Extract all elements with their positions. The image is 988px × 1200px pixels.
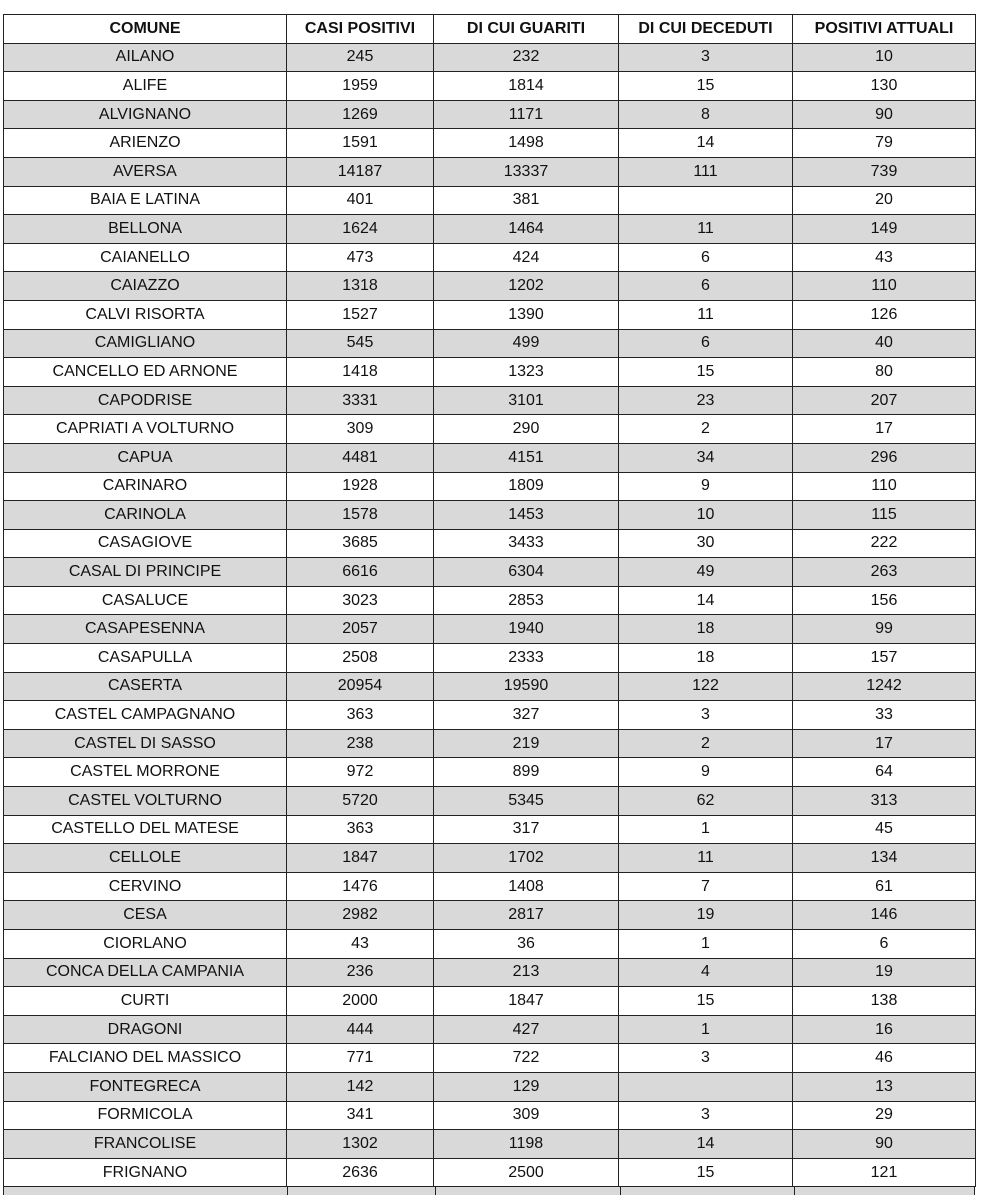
- cell-deceduti: 1: [619, 1015, 793, 1044]
- cell-deceduti: 3: [619, 701, 793, 730]
- cell-deceduti: 111: [619, 157, 793, 186]
- cell-guariti: 327: [434, 701, 619, 730]
- cell-guariti: 2500: [434, 1158, 619, 1187]
- cell-guariti: 6304: [434, 558, 619, 587]
- cell-deceduti: 6: [619, 272, 793, 301]
- cell-positivi-attuali: 45: [793, 815, 976, 844]
- cell-casi-positivi: 1959: [287, 72, 434, 101]
- table-row: [4, 1158, 976, 1187]
- table-row: [4, 844, 976, 873]
- cell-casi-positivi: 4481: [287, 443, 434, 472]
- cell-deceduti: 11: [619, 215, 793, 244]
- cell-guariti: 1408: [434, 872, 619, 901]
- header-row: [4, 15, 976, 44]
- cell-deceduti: 14: [619, 129, 793, 158]
- cell-positivi-attuali: 19: [793, 958, 976, 987]
- cell-guariti: 1940: [434, 615, 619, 644]
- cell-positivi-attuali: 13: [793, 1072, 976, 1101]
- cell-casi-positivi: 3685: [287, 529, 434, 558]
- cell-comune: ALVIGNANO: [4, 100, 287, 129]
- cell-casi-positivi: 771: [287, 1044, 434, 1073]
- cell-guariti: 129: [434, 1072, 619, 1101]
- cell-casi-positivi: 142: [287, 1072, 434, 1101]
- cell-comune: CASTELLO DEL MATESE: [4, 815, 287, 844]
- cell-positivi-attuali: 149: [793, 215, 976, 244]
- cell-guariti: 1453: [434, 501, 619, 530]
- cell-deceduti: 6: [619, 329, 793, 358]
- cell-deceduti: 1: [619, 815, 793, 844]
- cell-deceduti: 11: [619, 844, 793, 873]
- col-header-comune: COMUNE: [4, 15, 287, 44]
- cell-deceduti: 10: [619, 501, 793, 530]
- cell-deceduti: 2: [619, 729, 793, 758]
- table-row: [4, 358, 976, 387]
- cell-comune: CERVINO: [4, 872, 287, 901]
- cell-positivi-attuali: 17: [793, 729, 976, 758]
- table-row: [4, 787, 976, 816]
- cell-guariti: 899: [434, 758, 619, 787]
- cell-comune: CASAL DI PRINCIPE: [4, 558, 287, 587]
- cell-guariti: 3433: [434, 529, 619, 558]
- cell-positivi-attuali: 80: [793, 358, 976, 387]
- cell-guariti: 1390: [434, 300, 619, 329]
- cell-comune: FRIGNANO: [4, 1158, 287, 1187]
- cell-comune: FORMICOLA: [4, 1101, 287, 1130]
- cell-positivi-attuali: 130: [793, 72, 976, 101]
- cell-deceduti: 30: [619, 529, 793, 558]
- cell-comune: CASALUCE: [4, 586, 287, 615]
- cell-guariti: 424: [434, 243, 619, 272]
- cell-guariti: 427: [434, 1015, 619, 1044]
- cell-casi-positivi: 363: [287, 815, 434, 844]
- cell-comune: CAPUA: [4, 443, 287, 472]
- cell-guariti: 309: [434, 1101, 619, 1130]
- cell-deceduti: 14: [619, 1130, 793, 1159]
- cell-positivi-attuali: 79: [793, 129, 976, 158]
- cell-comune: BELLONA: [4, 215, 287, 244]
- cell-comune: ARIENZO: [4, 129, 287, 158]
- cell-deceduti: 15: [619, 1158, 793, 1187]
- table-row: [4, 186, 976, 215]
- cell-deceduti: 15: [619, 987, 793, 1016]
- cell-comune: CELLOLE: [4, 844, 287, 873]
- cell-casi-positivi: 1591: [287, 129, 434, 158]
- cell-guariti: 3101: [434, 386, 619, 415]
- table-row: [4, 272, 976, 301]
- cell-positivi-attuali: 90: [793, 100, 976, 129]
- cell-guariti: 1814: [434, 72, 619, 101]
- cell-casi-positivi: 20954: [287, 672, 434, 701]
- cell-guariti: 2853: [434, 586, 619, 615]
- cell-comune: CASTEL DI SASSO: [4, 729, 287, 758]
- cell-guariti: 381: [434, 186, 619, 215]
- cell-deceduti: 8: [619, 100, 793, 129]
- cell-guariti: 5345: [434, 787, 619, 816]
- cell-positivi-attuali: 263: [793, 558, 976, 587]
- cell-casi-positivi: 444: [287, 1015, 434, 1044]
- cut-off-row: [3, 1187, 975, 1195]
- cell-guariti: 1464: [434, 215, 619, 244]
- cell-positivi-attuali: 10: [793, 43, 976, 72]
- cell-guariti: 36: [434, 930, 619, 959]
- covid-cases-sheet: [3, 14, 975, 1195]
- cell-guariti: 1498: [434, 129, 619, 158]
- cell-comune: FONTEGRECA: [4, 1072, 287, 1101]
- comuni-table: [3, 14, 976, 1187]
- cell-comune: CURTI: [4, 987, 287, 1016]
- cell-positivi-attuali: 110: [793, 272, 976, 301]
- cell-deceduti: 11: [619, 300, 793, 329]
- cell-casi-positivi: 2636: [287, 1158, 434, 1187]
- cell-deceduti: 9: [619, 472, 793, 501]
- col-header-positivi-attuali: POSITIVI ATTUALI: [793, 15, 976, 44]
- cell-comune: CAIAZZO: [4, 272, 287, 301]
- cell-positivi-attuali: 90: [793, 1130, 976, 1159]
- cell-casi-positivi: 1527: [287, 300, 434, 329]
- table-row: [4, 872, 976, 901]
- cell-positivi-attuali: 207: [793, 386, 976, 415]
- cell-deceduti: 3: [619, 1101, 793, 1130]
- cell-positivi-attuali: 17: [793, 415, 976, 444]
- table-row: [4, 300, 976, 329]
- cell-comune: FRANCOLISE: [4, 1130, 287, 1159]
- table-row: [4, 815, 976, 844]
- cell-positivi-attuali: 138: [793, 987, 976, 1016]
- table-row: [4, 1130, 976, 1159]
- cell-deceduti: 9: [619, 758, 793, 787]
- cell-casi-positivi: 6616: [287, 558, 434, 587]
- table-row: [4, 157, 976, 186]
- table-row: [4, 329, 976, 358]
- cell-positivi-attuali: 313: [793, 787, 976, 816]
- cell-comune: CASAPULLA: [4, 644, 287, 673]
- cell-casi-positivi: 238: [287, 729, 434, 758]
- table-row: [4, 1044, 976, 1073]
- cell-casi-positivi: 972: [287, 758, 434, 787]
- cell-deceduti: 62: [619, 787, 793, 816]
- table-row: [4, 901, 976, 930]
- cell-comune: CAIANELLO: [4, 243, 287, 272]
- cell-deceduti: 15: [619, 358, 793, 387]
- cell-deceduti: [619, 186, 793, 215]
- cell-deceduti: 6: [619, 243, 793, 272]
- cell-positivi-attuali: 64: [793, 758, 976, 787]
- cell-guariti: 1847: [434, 987, 619, 1016]
- cell-deceduti: [619, 1072, 793, 1101]
- table-row: [4, 100, 976, 129]
- cell-comune: AVERSA: [4, 157, 287, 186]
- cell-comune: CAPRIATI A VOLTURNO: [4, 415, 287, 444]
- cell-comune: CAPODRISE: [4, 386, 287, 415]
- cell-casi-positivi: 1578: [287, 501, 434, 530]
- cell-casi-positivi: 363: [287, 701, 434, 730]
- cell-deceduti: 1: [619, 930, 793, 959]
- table-row: [4, 758, 976, 787]
- col-header-deceduti: DI CUI DECEDUTI: [619, 15, 793, 44]
- cell-casi-positivi: 1318: [287, 272, 434, 301]
- cell-casi-positivi: 14187: [287, 157, 434, 186]
- cell-deceduti: 34: [619, 443, 793, 472]
- cell-casi-positivi: 1269: [287, 100, 434, 129]
- table-row: [4, 930, 976, 959]
- cell-casi-positivi: 3023: [287, 586, 434, 615]
- cell-casi-positivi: 2982: [287, 901, 434, 930]
- table-row: [4, 443, 976, 472]
- cell-positivi-attuali: 134: [793, 844, 976, 873]
- col-header-guariti: DI CUI GUARITI: [434, 15, 619, 44]
- cell-positivi-attuali: 121: [793, 1158, 976, 1187]
- cell-positivi-attuali: 16: [793, 1015, 976, 1044]
- cell-comune: CESA: [4, 901, 287, 930]
- cell-positivi-attuali: 156: [793, 586, 976, 615]
- cell-comune: ALIFE: [4, 72, 287, 101]
- table-row: [4, 1015, 976, 1044]
- cell-comune: CASAPESENNA: [4, 615, 287, 644]
- cell-comune: CARINARO: [4, 472, 287, 501]
- cell-deceduti: 7: [619, 872, 793, 901]
- table-row: [4, 1072, 976, 1101]
- table-row: [4, 958, 976, 987]
- cell-deceduti: 18: [619, 615, 793, 644]
- cell-comune: CARINOLA: [4, 501, 287, 530]
- cell-positivi-attuali: 61: [793, 872, 976, 901]
- cell-positivi-attuali: 43: [793, 243, 976, 272]
- table-row: [4, 615, 976, 644]
- cell-guariti: 213: [434, 958, 619, 987]
- table-row: [4, 472, 976, 501]
- cell-casi-positivi: 5720: [287, 787, 434, 816]
- table-row: [4, 644, 976, 673]
- table-row: [4, 672, 976, 701]
- cell-guariti: 1702: [434, 844, 619, 873]
- cell-deceduti: 15: [619, 72, 793, 101]
- cell-guariti: 2817: [434, 901, 619, 930]
- cell-comune: CASERTA: [4, 672, 287, 701]
- cell-guariti: 499: [434, 329, 619, 358]
- cell-guariti: 219: [434, 729, 619, 758]
- cell-positivi-attuali: 146: [793, 901, 976, 930]
- cell-casi-positivi: 1476: [287, 872, 434, 901]
- cell-guariti: 2333: [434, 644, 619, 673]
- cell-positivi-attuali: 99: [793, 615, 976, 644]
- cell-casi-positivi: 341: [287, 1101, 434, 1130]
- cell-casi-positivi: 1624: [287, 215, 434, 244]
- cell-casi-positivi: 473: [287, 243, 434, 272]
- cell-positivi-attuali: 739: [793, 157, 976, 186]
- cell-positivi-attuali: 115: [793, 501, 976, 530]
- cell-deceduti: 14: [619, 586, 793, 615]
- cell-positivi-attuali: 1242: [793, 672, 976, 701]
- cell-comune: DRAGONI: [4, 1015, 287, 1044]
- cell-deceduti: 19: [619, 901, 793, 930]
- cell-positivi-attuali: 40: [793, 329, 976, 358]
- cell-casi-positivi: 43: [287, 930, 434, 959]
- table-row: [4, 215, 976, 244]
- cell-positivi-attuali: 33: [793, 701, 976, 730]
- cell-positivi-attuali: 20: [793, 186, 976, 215]
- cell-casi-positivi: 309: [287, 415, 434, 444]
- cell-comune: CASTEL CAMPAGNANO: [4, 701, 287, 730]
- cell-casi-positivi: 236: [287, 958, 434, 987]
- table-row: [4, 558, 976, 587]
- cell-positivi-attuali: 46: [793, 1044, 976, 1073]
- cell-casi-positivi: 2000: [287, 987, 434, 1016]
- cell-positivi-attuali: 29: [793, 1101, 976, 1130]
- table-row: [4, 501, 976, 530]
- table-row: [4, 987, 976, 1016]
- cell-comune: CASTEL MORRONE: [4, 758, 287, 787]
- cell-comune: CASAGIOVE: [4, 529, 287, 558]
- table-row: [4, 586, 976, 615]
- col-header-casi-positivi: CASI POSITIVI: [287, 15, 434, 44]
- cell-deceduti: 23: [619, 386, 793, 415]
- cell-guariti: 1202: [434, 272, 619, 301]
- cell-comune: CALVI RISORTA: [4, 300, 287, 329]
- cell-casi-positivi: 401: [287, 186, 434, 215]
- cell-positivi-attuali: 296: [793, 443, 976, 472]
- cell-guariti: 1323: [434, 358, 619, 387]
- cell-guariti: 1171: [434, 100, 619, 129]
- cell-comune: BAIA E LATINA: [4, 186, 287, 215]
- cell-deceduti: 3: [619, 1044, 793, 1073]
- cell-positivi-attuali: 222: [793, 529, 976, 558]
- cell-guariti: 1809: [434, 472, 619, 501]
- table-body: [4, 43, 976, 1187]
- cell-deceduti: 4: [619, 958, 793, 987]
- table-row: [4, 129, 976, 158]
- cell-casi-positivi: 1418: [287, 358, 434, 387]
- table-row: [4, 1101, 976, 1130]
- cell-comune: CANCELLO ED ARNONE: [4, 358, 287, 387]
- cell-comune: CONCA DELLA CAMPANIA: [4, 958, 287, 987]
- cell-casi-positivi: 545: [287, 329, 434, 358]
- cell-guariti: 290: [434, 415, 619, 444]
- cell-casi-positivi: 1302: [287, 1130, 434, 1159]
- cell-deceduti: 122: [619, 672, 793, 701]
- cell-casi-positivi: 1847: [287, 844, 434, 873]
- cell-positivi-attuali: 6: [793, 930, 976, 959]
- cell-comune: CAMIGLIANO: [4, 329, 287, 358]
- cell-guariti: 232: [434, 43, 619, 72]
- table-row: [4, 243, 976, 272]
- table-row: [4, 415, 976, 444]
- table-row: [4, 72, 976, 101]
- cell-comune: AILANO: [4, 43, 287, 72]
- cell-comune: CASTEL VOLTURNO: [4, 787, 287, 816]
- cell-guariti: 722: [434, 1044, 619, 1073]
- cell-deceduti: 49: [619, 558, 793, 587]
- table-row: [4, 701, 976, 730]
- table-row: [4, 529, 976, 558]
- cell-comune: FALCIANO DEL MASSICO: [4, 1044, 287, 1073]
- table-row: [4, 43, 976, 72]
- cell-positivi-attuali: 126: [793, 300, 976, 329]
- cell-casi-positivi: 2057: [287, 615, 434, 644]
- table-row: [4, 729, 976, 758]
- cell-deceduti: 18: [619, 644, 793, 673]
- cell-guariti: 19590: [434, 672, 619, 701]
- cell-deceduti: 2: [619, 415, 793, 444]
- cell-deceduti: 3: [619, 43, 793, 72]
- cell-comune: CIORLANO: [4, 930, 287, 959]
- cell-guariti: 1198: [434, 1130, 619, 1159]
- cell-casi-positivi: 245: [287, 43, 434, 72]
- cell-guariti: 317: [434, 815, 619, 844]
- cell-casi-positivi: 3331: [287, 386, 434, 415]
- cell-positivi-attuali: 110: [793, 472, 976, 501]
- cell-guariti: 13337: [434, 157, 619, 186]
- cell-guariti: 4151: [434, 443, 619, 472]
- cell-casi-positivi: 2508: [287, 644, 434, 673]
- table-row: [4, 386, 976, 415]
- cell-positivi-attuali: 157: [793, 644, 976, 673]
- cell-casi-positivi: 1928: [287, 472, 434, 501]
